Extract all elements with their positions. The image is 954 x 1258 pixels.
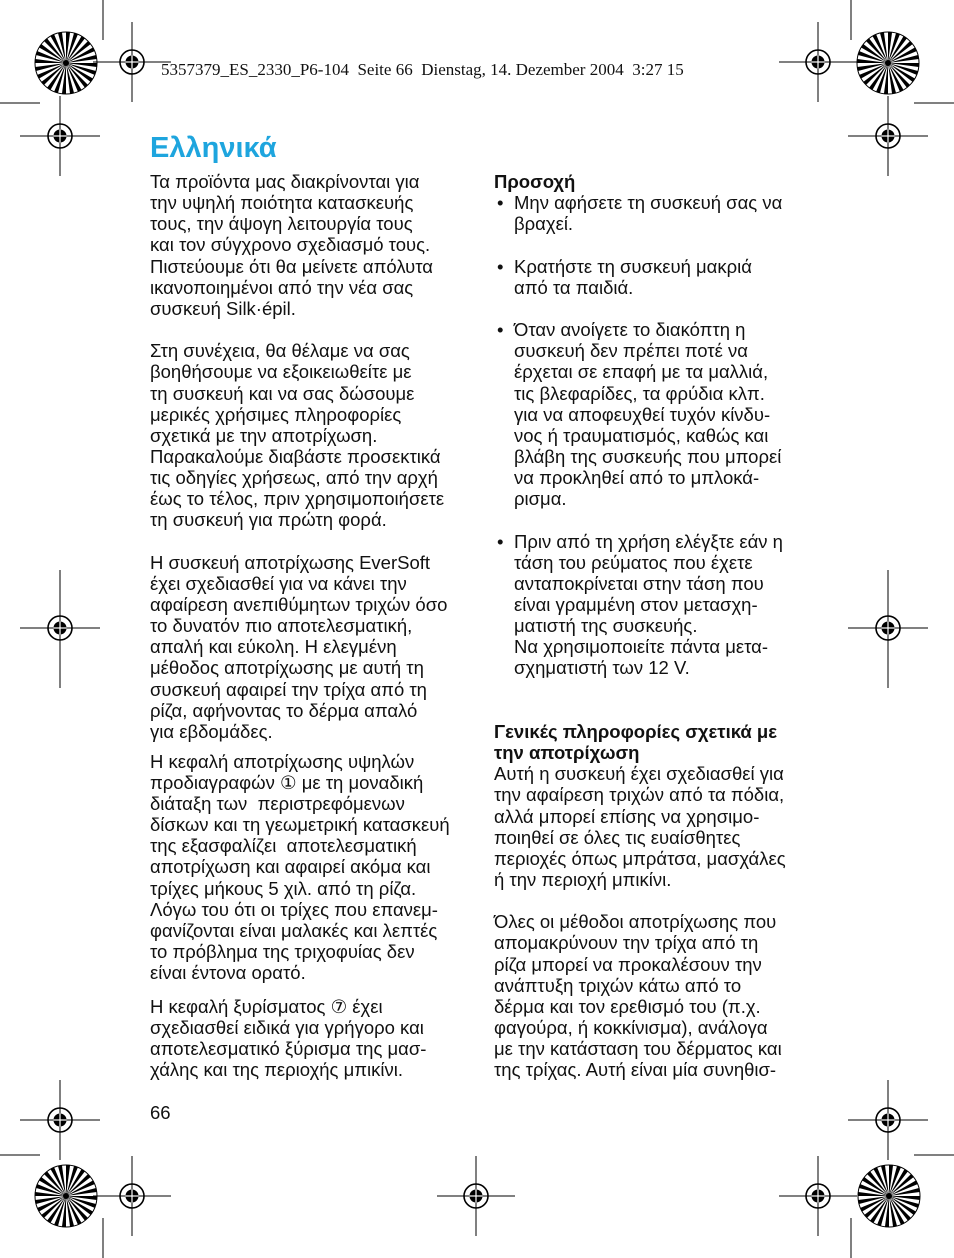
registration-mark [20,1080,100,1160]
registration-mark [848,96,928,176]
guidance-paragraph: Στη συνέχεια, θα θέλαμε να σας βοηθήσουμε να εξοικειωθείτε με τη συσκευή και να σας δώσουμε μερικές χρήσιμες πληροφορίες σχετικά με την αποτρίχωση. Παρακαλούμε διαβάστε προσεκτικά τις οδηγίες χρήσεως, από την αρχή έως το τέλος, πριν χρησιμοποιήσετε τη συσκευή για πρώτη φορά. [150,340,445,531]
registration-mark [779,1156,857,1236]
print-slug: 5357379_ES_2330_P6-104 Seite 66 Dienstag, 14. Dezember 2004 3:27 15 [161,60,684,79]
page-title: Ελληνικά [150,132,277,164]
general-info-paragraph: Όλες οι μέθοδοι αποτρίχωσης που απομακρύνουν την τρίχα από τη ρίζα μπορεί να προκαλέσουν την ανάπτυξη τριχών κάτω από το δέρμα και τον ερεθισμό του (π.χ. φαγούρα, ή κοκκίνισμα), ανάλογα με την κατάσταση του δέρματος και της τρίχας. Αυτή είναι μία συνηθισ- [494,911,782,1081]
caution-item [494,256,752,298]
caution-item-text: Μην αφήσετε τη συσκευή σας να βραχεί. [514,192,783,235]
star-target-center [63,60,69,66]
registration-mark [779,22,857,102]
epilation-head-paragraph: Η κεφαλή αποτρίχωσης υψηλών προδιαγραφών ① με τη μοναδική διάταξη των περιστρεφόμενων δίσκων και τη γεωμετρική κατασκευή της εξασφαλίζει αποτελεσματική αποτρίχωση και αφαιρεί ακόμα και τρίχες μήκους 5 χιλ. από τη ρίζα. Λόγω του ότι οι τρίχες που επανεμ- φανίζονται είναι μαλακές και λεπτές το πρόβλημα της τριχοφυίας δεν είναι έντονα ορατό. [150,750,450,984]
bullet-marker: • [497,319,504,341]
star-target [857,32,919,94]
star-target-center [886,1193,892,1199]
star-target [35,32,97,94]
intro-paragraph: Τα προϊόντα μας διακρίνονται για την υψηλή ποιότητα κατασκευής τους, την άψογη λειτουργία τους και τον σύγχρονο σχεδιασμό τους. Πιστεύουμε ότι θα μείνετε απόλυτα ικανοποιημένοι από την νέα σας συσκευή Silk·épil. [150,171,433,319]
star-target [35,1165,97,1227]
bullet-marker: • [497,530,504,552]
product-paragraph: Η συσκευή αποτρίχωσης EverSoft έχει σχεδιασθεί για να κάνει την αφαίρεση ανεπιθύμητων τριχών όσο το δυνατόν πιο αποτελεσματική, απαλή και εύκολη. Η ελεγμένη μέθοδος αποτρίχωσης με αυτή τη συσκευή αφαιρεί την τρίχα από τη ρίζα, αφήνοντας το δέρμα απαλό για εβδομάδες. [150,551,448,742]
general-info-heading: Γενικές πληροφορίες σχετικά με την αποτρίχωση [494,720,778,764]
caution-item-text: Πριν από τη χρήση ελέγξτε εάν η τάση του ρεύματος που έχετε ανταποκρίνεται στην τάση που είναι γραμμένη στον μετασχη- ματιστή της συσκευής. Να χρησιμοποιείτε πάντα μετα- σχηματιστή των 12 V. [514,530,783,679]
caution-item [494,319,781,509]
registration-mark [437,1156,515,1236]
caution-heading: Προσοχή [494,171,576,192]
page-number: 66 [150,1101,171,1123]
caution-item-text: Κρατήστε τη συσκευή μακριά από τα παιδιά. [514,255,752,298]
registration-mark [20,96,100,176]
star-target-center [63,1193,69,1199]
shaver-head-paragraph: Η κεφαλή ξυρίσματος ⑦ έχει σχεδιασθεί ειδικά για γρήγορο και αποτελεσματικό ξύρισμα της μασ- χάλης και της περιοχής μπικίνι. [150,995,427,1081]
star-target [858,1165,920,1227]
registration-mark [93,22,171,102]
registration-mark [20,570,100,688]
registration-mark [848,1080,928,1160]
bullet-marker: • [497,255,504,277]
registration-mark [848,570,928,688]
bullet-marker: • [497,192,504,214]
star-target-center [885,60,891,66]
caution-item [494,192,782,234]
caution-item-text: Όταν ανοίγετε το διακόπτη η συσκευή δεν πρέπει ποτέ να έρχεται σε επαφή με τα μαλλιά, τις βλεφαρίδες, τα φρύδια κλπ. για να αποφευχθεί τυχόν κίνδυ- νος ή τραυματισμός, καθώς και βλάβη της συσκευής που μπορεί να προκληθεί από το μπλοκά- ρισμα. [514,319,782,510]
registration-mark [93,1156,171,1236]
general-info-paragraph: Αυτή η συσκευή έχει σχεδιασθεί για την αφαίρεση τριχών από τα πόδια, αλλά μπορεί επίσης να χρησιμο- ποιηθεί σε όλες τις ευαίσθητες περιοχές όπως μπράτσα, μασχάλες ή την περιοχή μπικίνι. [494,763,786,890]
caution-item [494,531,783,679]
